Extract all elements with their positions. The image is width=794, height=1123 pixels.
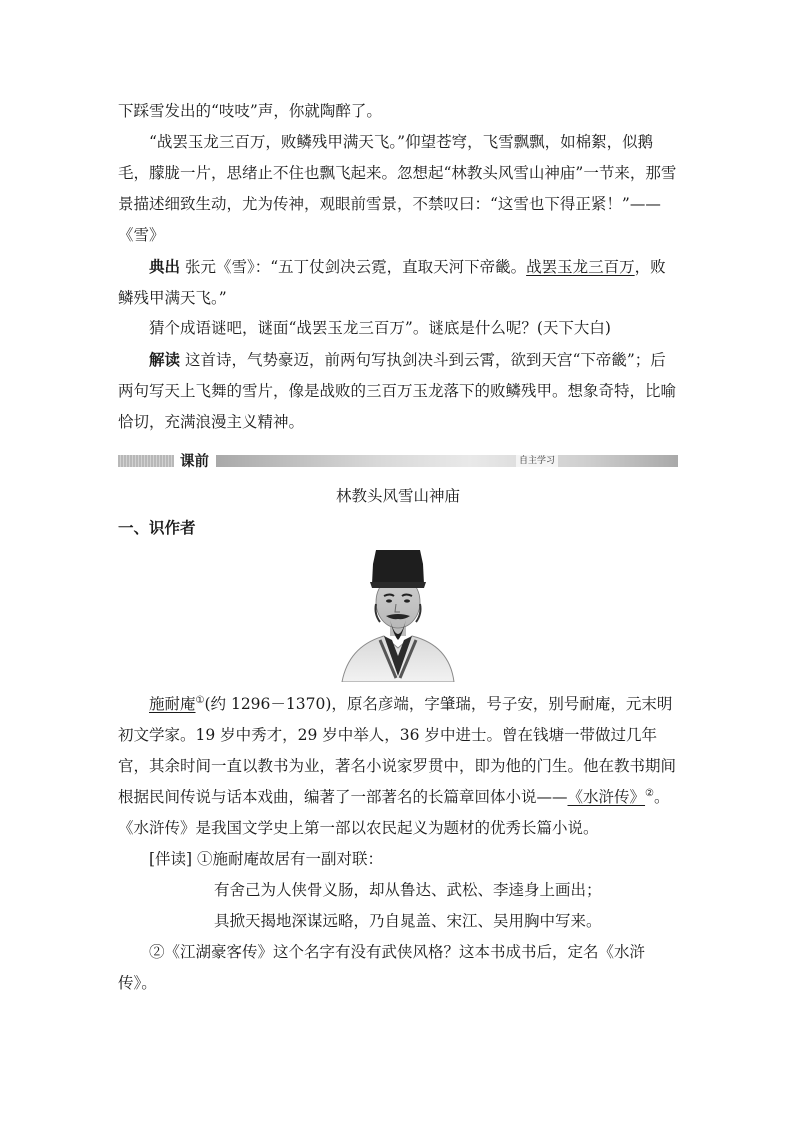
paragraph-author-bio xyxy=(118,689,678,844)
paragraph-text: 下踩雪发出的“吱吱”声，你就陶醉了。 xyxy=(118,102,382,120)
section-bar-left-decoration xyxy=(118,455,174,467)
author-name: 施耐庵 xyxy=(149,695,196,713)
companion-note-2 xyxy=(118,937,678,999)
interpretation-text: 这首诗，气势豪迈，前两句写执剑决斗到云霄，欲到天宫“下帝畿”；后两句写天上飞舞的雪片，像是战败的三百万玉龙落下的败鳞残甲。想象奇特，比喻恰切，充满浪漫主义精神。 xyxy=(118,351,677,431)
footnote-marker-1: ① xyxy=(195,694,205,706)
paragraph-snow-essay xyxy=(118,127,678,251)
section-label: 课前 xyxy=(180,454,209,470)
lesson-title: 林教头风雪山神庙 xyxy=(335,487,460,505)
section-heading: 一、识作者 xyxy=(118,519,196,537)
riddle-text: 猜个成语谜吧，谜面“战罢玉龙三百万”。谜底是什么呢？(天下大白) xyxy=(149,319,611,337)
book-title: 《水浒传》 xyxy=(567,788,646,806)
note-label: [伴读] xyxy=(149,850,193,868)
note-text-2: ②《江湖豪客传》这个名字有没有武侠风格？这本书成书后，定名《水浒传》。 xyxy=(118,943,646,992)
paragraph-source xyxy=(118,251,678,314)
author-bio-text-end: 。《水浒传》是我国文学史上第一部以农民起义为题材的优秀长篇小说。 xyxy=(118,788,670,837)
paragraph-interpretation xyxy=(118,344,678,438)
section-sublabel: 自主学习 xyxy=(516,455,558,467)
section-bar xyxy=(118,452,678,470)
author-portrait-icon xyxy=(340,544,456,682)
author-bio-text: (约 1296－1370)，原名彦端，字肇瑞，号子安，别号耐庵，元末明初文学家。19 岁中秀才，29 岁中举人，36 岁中进士。曾在钱塘一带做过几年官，其余时间一直以教书为业，著名小说家罗贯中，即为他的门生。他在教书期间根据民间传说与话本戏曲，编著了一部著名的长篇章回体小说—— xyxy=(118,695,677,806)
couplet-line-2: 具掀天揭地深谋远略，乃自晁盖、宋江、吴用胸中写来。 xyxy=(214,912,602,930)
section-bar-right-decoration xyxy=(216,455,678,467)
underlined-verse: 战罢玉龙三百万 xyxy=(526,258,635,276)
source-text-end: ，败鳞残甲满天飞。” xyxy=(118,258,666,307)
note-text: ①施耐庵故居有一副对联： xyxy=(192,850,384,868)
paragraph-text: 仰望苍穹，飞雪飘飘，如棉絮，似鹅毛，朦胧一片，思绪止不住也飘飞起来。忽想起“林教头风雪山神庙”一节来，那雪景描述细致生动，尤为传神，观眼前雪景，不禁叹曰：“这雪也下得正紧！”——《雪》 xyxy=(118,133,677,244)
paragraph-continuation xyxy=(118,96,678,127)
interpretation-label: 解读 xyxy=(149,350,181,369)
poem-quote: “战罢玉龙三百万，败鳞残甲满天飞。” xyxy=(149,133,406,151)
couplet-line-1: 有舍己为人侠骨义肠，却从鲁达、武松、李逵身上画出； xyxy=(214,881,602,899)
paragraph-riddle xyxy=(118,313,678,344)
footnote-marker-2: ② xyxy=(645,787,654,799)
source-text: 张元《雪》：“五丁仗剑决云霓，直取天河下帝畿。 xyxy=(180,258,527,276)
source-label: 典出 xyxy=(149,257,181,276)
companion-note xyxy=(118,844,678,875)
